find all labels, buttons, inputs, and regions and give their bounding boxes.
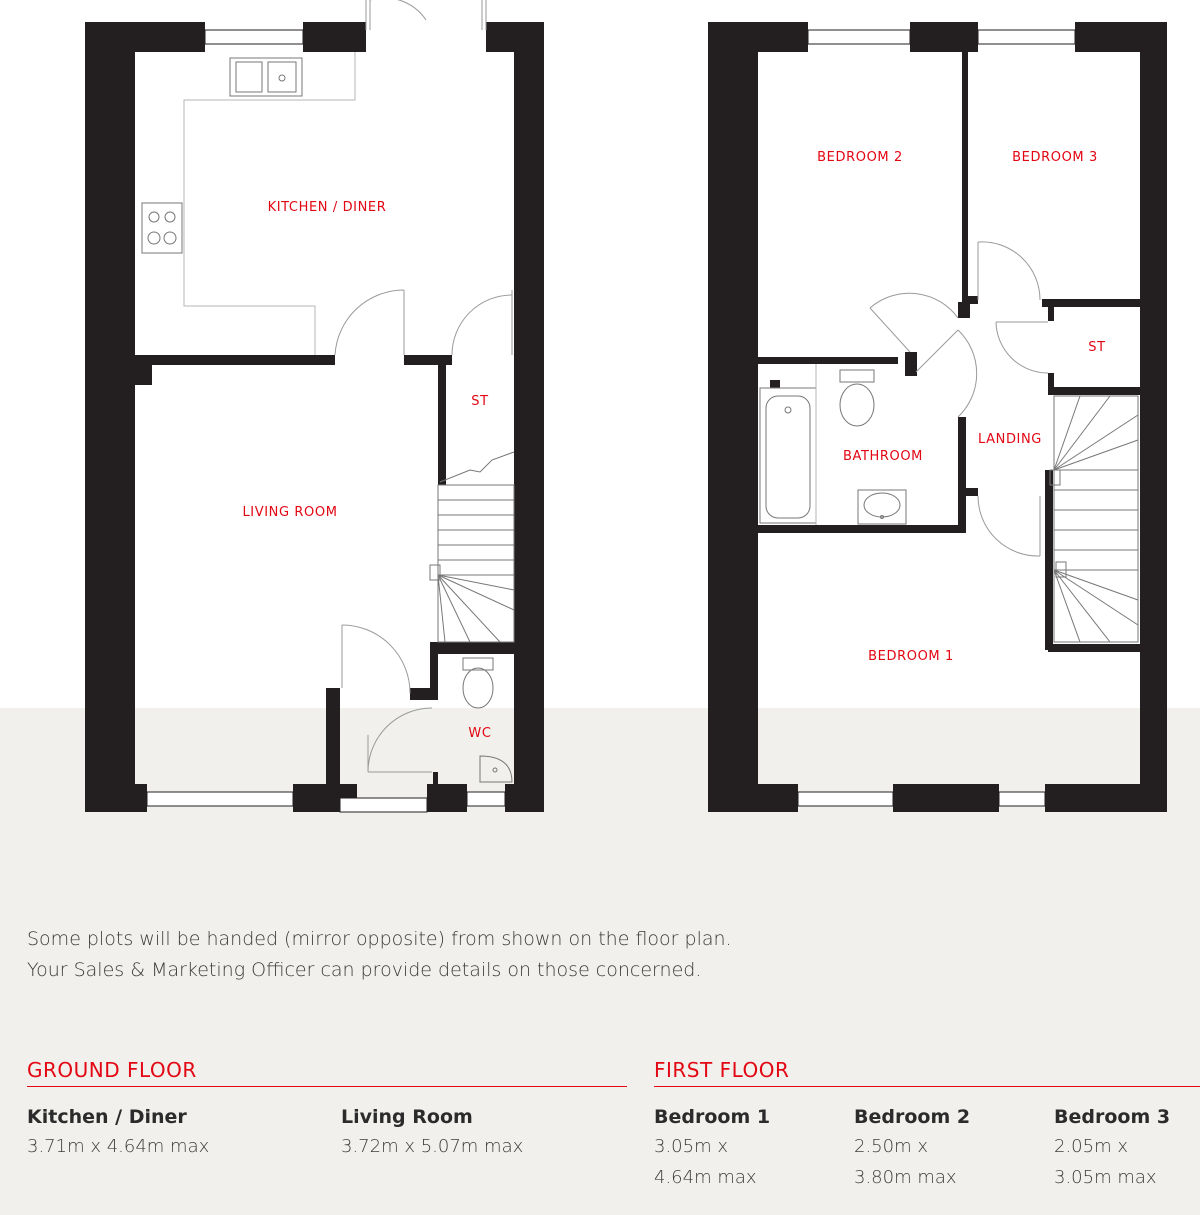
bathroom-basin-icon xyxy=(858,490,906,524)
label-bedroom-3: BEDROOM 3 xyxy=(1012,150,1098,165)
room-size-line-1: 2.05m x xyxy=(1054,1136,1128,1157)
kitchen-diner-dimensions xyxy=(27,1103,209,1162)
room-name: Bedroom 3 xyxy=(1054,1106,1171,1128)
ground-floor-plan xyxy=(85,0,544,812)
room-name: Bedroom 1 xyxy=(654,1106,771,1128)
room-name: Bedroom 2 xyxy=(854,1106,971,1128)
label-bedroom-2: BEDROOM 2 xyxy=(817,150,903,165)
label-living-room: LIVING ROOM xyxy=(242,505,338,520)
label-bedroom-1: BEDROOM 1 xyxy=(868,649,954,664)
first-stairs-icon xyxy=(1050,396,1138,642)
label-landing: LANDING xyxy=(977,432,1043,447)
living-room-dimensions xyxy=(341,1103,523,1162)
first-floor-title: FIRST FLOOR xyxy=(654,1058,1200,1087)
room-size-line-2: 3.80m max xyxy=(854,1167,957,1188)
bathroom-toilet-icon xyxy=(840,370,874,426)
room-size: 3.71m x 4.64m max xyxy=(27,1136,210,1157)
room-size-line-2: 4.64m max xyxy=(654,1167,757,1188)
ground-floor-walls xyxy=(85,22,544,812)
first-floor-plan xyxy=(708,22,1167,812)
room-size-line-1: 2.50m x xyxy=(854,1136,928,1157)
room-name: Living Room xyxy=(341,1106,473,1128)
label-wc: WC xyxy=(468,726,492,741)
label-st-ground: ST xyxy=(471,394,489,409)
room-size: 3.72m x 5.07m max xyxy=(341,1136,524,1157)
wc-toilet-icon xyxy=(463,658,493,708)
note-line-2: Your Sales & Marketing Officer can provide details on those concerned. xyxy=(27,959,702,981)
note-line-1: Some plots will be handed (mirror opposite) from shown on the floor plan. xyxy=(27,928,732,950)
ground-stairs-icon xyxy=(430,452,514,642)
room-size-line-2: 3.05m max xyxy=(1054,1167,1157,1188)
hob-icon xyxy=(142,203,182,253)
room-name: Kitchen / Diner xyxy=(27,1106,187,1128)
handed-plots-note xyxy=(27,924,927,986)
ground-floor-title: GROUND FLOOR xyxy=(27,1058,627,1087)
label-bathroom: BATHROOM xyxy=(842,449,924,464)
label-kitchen-diner: KITCHEN / DINER xyxy=(267,200,387,215)
wc-basin-icon xyxy=(480,756,512,782)
bedroom-1-dimensions xyxy=(654,1103,770,1193)
bedroom-3-dimensions xyxy=(1054,1103,1170,1193)
patio-doors-icon xyxy=(366,0,486,30)
bedroom-2-dimensions xyxy=(854,1103,970,1193)
first-floor-windows xyxy=(798,30,1075,806)
first-floor-walls xyxy=(708,22,1167,812)
bath-icon xyxy=(760,388,816,523)
room-size-line-1: 3.05m x xyxy=(654,1136,728,1157)
label-st-first: ST xyxy=(1088,340,1106,355)
sink-icon xyxy=(230,58,302,96)
